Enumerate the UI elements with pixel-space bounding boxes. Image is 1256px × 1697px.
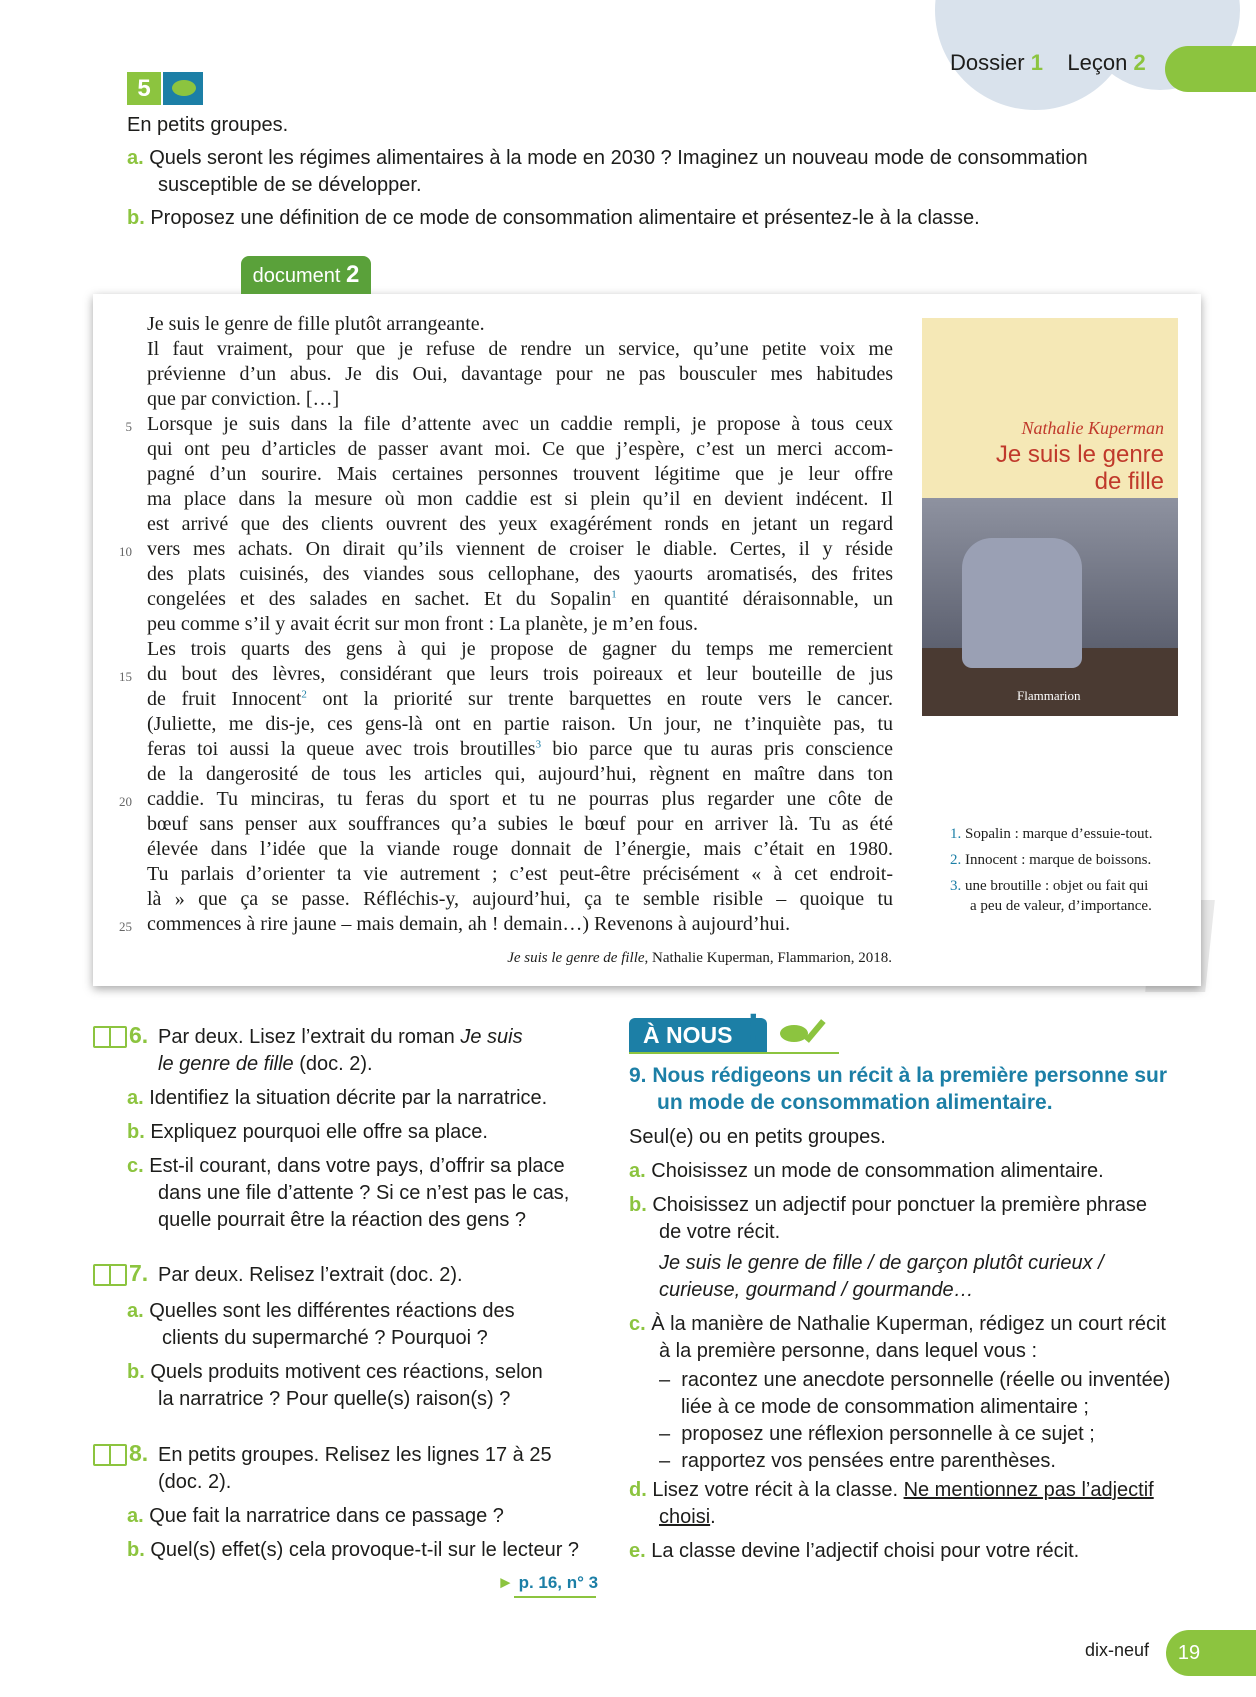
exercise-5-number: 5 [127, 72, 161, 105]
excerpt-line: (Juliette, me dis-je, ces gens-là ont en partie raison. Un jour, ne t’inquiète pas, tu [147, 713, 893, 735]
exercise-7-item-a: a. Quelles sont les différentes réactions des [127, 1300, 515, 1322]
exercise-7-item-a-cont: clients du supermarché ? Pourquoi ? [162, 1327, 488, 1349]
excerpt-line: Tu parlais d’orienter ta vie autrement ; c’est peut-être précisément « à cet endroit- [147, 863, 893, 885]
book-icon [93, 1264, 127, 1286]
book-cover [922, 318, 1178, 716]
line-number: 25 [119, 919, 132, 934]
book-icon [93, 1444, 127, 1466]
arrow-right-icon: ► [497, 1573, 514, 1592]
exercise-7-title: Par deux. Relisez l’extrait (doc. 2). [158, 1264, 463, 1286]
excerpt-line: de fruit Innocent$^2$ ont la priorité sur trente barquettes en route vers le cancer. [147, 688, 893, 710]
exercise-8-item-a: a. Que fait la narratrice dans ce passage ? [127, 1505, 504, 1527]
exercise-7-item-b: b. Quels produits motivent ces réactions, selon [127, 1361, 543, 1383]
a-nous-banner: À NOUS [629, 1018, 767, 1052]
exercise-9-item-d: d. Lisez votre récit à la classe. Ne mentionnez pas l’adjectif [629, 1479, 1154, 1501]
exercise-9-intro: Seul(e) ou en petits groupes. [629, 1126, 886, 1148]
excerpt-line: que par conviction. […] [147, 388, 340, 410]
line-number: 20 [119, 794, 132, 809]
cover-author: Nathalie Kuperman [1021, 418, 1164, 438]
excerpt-line: de la dangerosité de tous les articles qui, aujourd’hui, règnent en maître dans ton [147, 763, 893, 785]
excerpt-line: Il faut vraiment, pour que je refuse de rendre un service, qu’une petite voix me [147, 338, 893, 360]
cover-photo [922, 498, 1178, 716]
cover-title: Je suis le genre de fille [995, 441, 1164, 495]
excerpt-line: là » que ça se passe. Réfléchis-y, aujourd’hui, ça te semble risible – quoique tu [147, 888, 893, 910]
document-excerpt [147, 312, 893, 937]
exercise-6-item-c-cont: quelle pourrait être la réaction des gens ? [158, 1209, 527, 1231]
excerpt-source: Je suis le genre de fille, Nathalie Kuperman, Flammarion, 2018. [507, 950, 892, 966]
exercise-5-badge [127, 72, 203, 105]
exercise-5-item-b: b. Proposez une définition de ce mode de consommation alimentaire et présentez-le à la classe. [127, 207, 980, 229]
exercise-9-bullet: – proposez une réflexion personnelle à ce sujet ; [659, 1423, 1095, 1445]
line-number: 10 [119, 544, 132, 559]
exercise-9-bullet-cont: liée à ce mode de consommation alimentaire ; [681, 1396, 1089, 1418]
excerpt-line: caddie. Tu minciras, tu feras du sport et tu ne pourras plus regarder une côte de [147, 788, 893, 810]
line-number: 15 [119, 669, 132, 684]
footnotes [950, 824, 1190, 916]
footnote-ref-1: 1 [611, 588, 617, 601]
excerpt-line: Je suis le genre de fille plutôt arrangeante. [147, 313, 485, 335]
exercise-9-item-a: a. Choisissez un mode de consommation alimentaire. [629, 1160, 1104, 1182]
lecon-number: 2 [1133, 50, 1146, 75]
cover-publisher: Flammarion [1017, 688, 1081, 703]
exercise-6-title: Par deux. Lisez l’extrait du roman Je suis [158, 1026, 523, 1048]
excerpt-line: ma place dans la mesure où mon caddie est si plein qu’il en devient indécent. Il [147, 488, 893, 510]
excerpt-line: qui ont peu d’articles de passer avant moi. Ce que j’espère, c’est un merci accom- [147, 438, 893, 460]
exercise-9-item-d-cont: choisi. [659, 1506, 716, 1528]
exercise-9-item-b: b. Choisissez un adjectif pour ponctuer la première phrase [629, 1194, 1148, 1216]
cross-reference-link[interactable]: ► p. 16, n° 3 [497, 1573, 599, 1592]
speech-bubble-icon [163, 72, 203, 105]
exercise-5-intro: En petits groupes. [127, 114, 289, 136]
excerpt-line: prévienne d’un abus. Je dis Oui, davantage pour ne pas bousculer mes habitudes [147, 363, 893, 385]
excerpt-line: Les trois quarts des gens à qui je propose de gagner du temps me remercient [147, 638, 893, 660]
excerpt-line: congelées et des salades en sachet. Et du Sopalin$^1$ en quantité déraisonnable, un [147, 588, 893, 610]
exercise-6-item-c-cont: dans une file d’attente ? Si ce n’est pas le cas, [158, 1182, 570, 1204]
page-number-word: dix-neuf [1085, 1640, 1150, 1660]
exclamation-icon: ! [747, 1007, 760, 1049]
exercise-9-title: 9. Nous rédigeons un récit à la première personne sur un mode de consommation alimentaire. [629, 1064, 1168, 1114]
exercise-8-number: 8. [129, 1440, 149, 1466]
document-tab: document 2 [241, 256, 371, 294]
excerpt-line: est arrivé que des clients ouvrent des yeux exagérément ronds en jetant un regard [147, 513, 893, 535]
exercise-9-item-c-cont: à la première personne, dans lequel vous : [659, 1340, 1038, 1362]
reference-underline [514, 1596, 596, 1598]
exercise-7-item-b-cont: la narratrice ? Pour quelle(s) raison(s) ? [158, 1388, 511, 1410]
speech-bubble-icon [780, 1025, 808, 1042]
footnote-ref-2: 2 [301, 688, 307, 701]
exercise-9-bullet: – rapportez vos pensées entre parenthèses. [659, 1450, 1056, 1472]
exercise-9-item-c: c. À la manière de Nathalie Kuperman, rédigez un court récit [629, 1313, 1166, 1335]
exercise-5-item-a-cont: susceptible de se développer. [158, 174, 422, 196]
exercise-7-number: 7. [129, 1260, 149, 1286]
excerpt-line: feras toi aussi la queue avec trois broutilles$^3$ bio parce que tu auras pris conscience [147, 738, 893, 760]
exercise-5-item-a: a. Quels seront les régimes alimentaires à la mode en 2030 ? Imaginez un nouveau mode de consommation [127, 147, 1088, 169]
excerpt-line: bœuf sans penser aux souffrances qu’a subies le bœuf pour en arriver là. Tu as été [147, 813, 893, 835]
footnote-3: 3. une broutille : objet ou fait qui [950, 878, 1149, 894]
exercise-6-title-cont: le genre de fille (doc. 2). [158, 1053, 373, 1075]
footnote-2: 2. Innocent : marque de boissons. [950, 852, 1152, 868]
excerpt-line: commences à rire jaune – mais demain, ah ! demain…) Revenons à aujourd’hui. [147, 913, 791, 935]
header-tab-blob [1165, 46, 1256, 92]
dossier-label: Dossier [950, 50, 1025, 75]
excerpt-line: élevée dans l’idée que la viande rouge donnait de l’énergie, mais c’était en 1980. [147, 838, 893, 860]
exercise-6-item-c: c. Est-il courant, dans votre pays, d’offrir sa place [127, 1155, 565, 1177]
exercise-9-item-b-cont: de votre récit. [659, 1221, 781, 1243]
line-number: 5 [125, 419, 132, 434]
a-nous-underline [629, 1052, 839, 1054]
page-number: 19 [1166, 1630, 1212, 1676]
exercise-6-number: 6. [129, 1022, 149, 1048]
exercise-8-title-cont: (doc. 2). [158, 1471, 232, 1493]
excerpt-line: des plats cuisinés, des viandes sous cellophane, des yaourts aromatisés, des frites [147, 563, 893, 585]
excerpt-line: Lorsque je suis dans la file d’attente avec un caddie rempli, je propose à tous ceux [147, 413, 893, 435]
excerpt-line: pagné d’un sourire. Mais certaines personnes trouvent légitime que je leur offre [147, 463, 893, 485]
excerpt-line: vers mes achats. On dirait qu’ils viennent de croiser le diable. Certes, il y réside [147, 538, 893, 560]
footnote-3-cont: a peu de valeur, d’importance. [970, 898, 1152, 914]
exercise-9-example: Je suis le genre de fille / de garçon plutôt curieux / [659, 1252, 1104, 1274]
exercise-8-title: En petits groupes. Relisez les lignes 17 à 25 [158, 1444, 552, 1466]
book-icon [93, 1026, 127, 1048]
header-nav [950, 50, 1146, 76]
footnote-1: 1. Sopalin : marque d’essuie-tout. [950, 826, 1153, 842]
lecon-label: Leçon [1067, 50, 1128, 75]
exercise-9-bullet: – racontez une anecdote personnelle (réelle ou inventée) [659, 1369, 1171, 1391]
dossier-number: 1 [1030, 50, 1043, 75]
excerpt-line: peu comme s’il y avait écrit sur mon front : La planète, je m’en fous. [147, 613, 698, 635]
exercise-8-item-b: b. Quel(s) effet(s) cela provoque-t-il sur le lecteur ? [127, 1539, 580, 1561]
footnote-ref-3: 3 [535, 738, 542, 751]
exercise-9-example-cont: curieuse, gourmand / gourmande… [659, 1279, 974, 1301]
exercise-6-item-a: a. Identifiez la situation décrite par la narratrice. [127, 1087, 548, 1109]
exercise-9-item-e: e. La classe devine l’adjectif choisi pour votre récit. [629, 1540, 1080, 1562]
exercise-6-item-b: b. Expliquez pourquoi elle offre sa place. [127, 1121, 488, 1143]
excerpt-line: du bout des lèvres, considérant que leurs trois poireaux et leur bouteille de jus [147, 663, 893, 685]
